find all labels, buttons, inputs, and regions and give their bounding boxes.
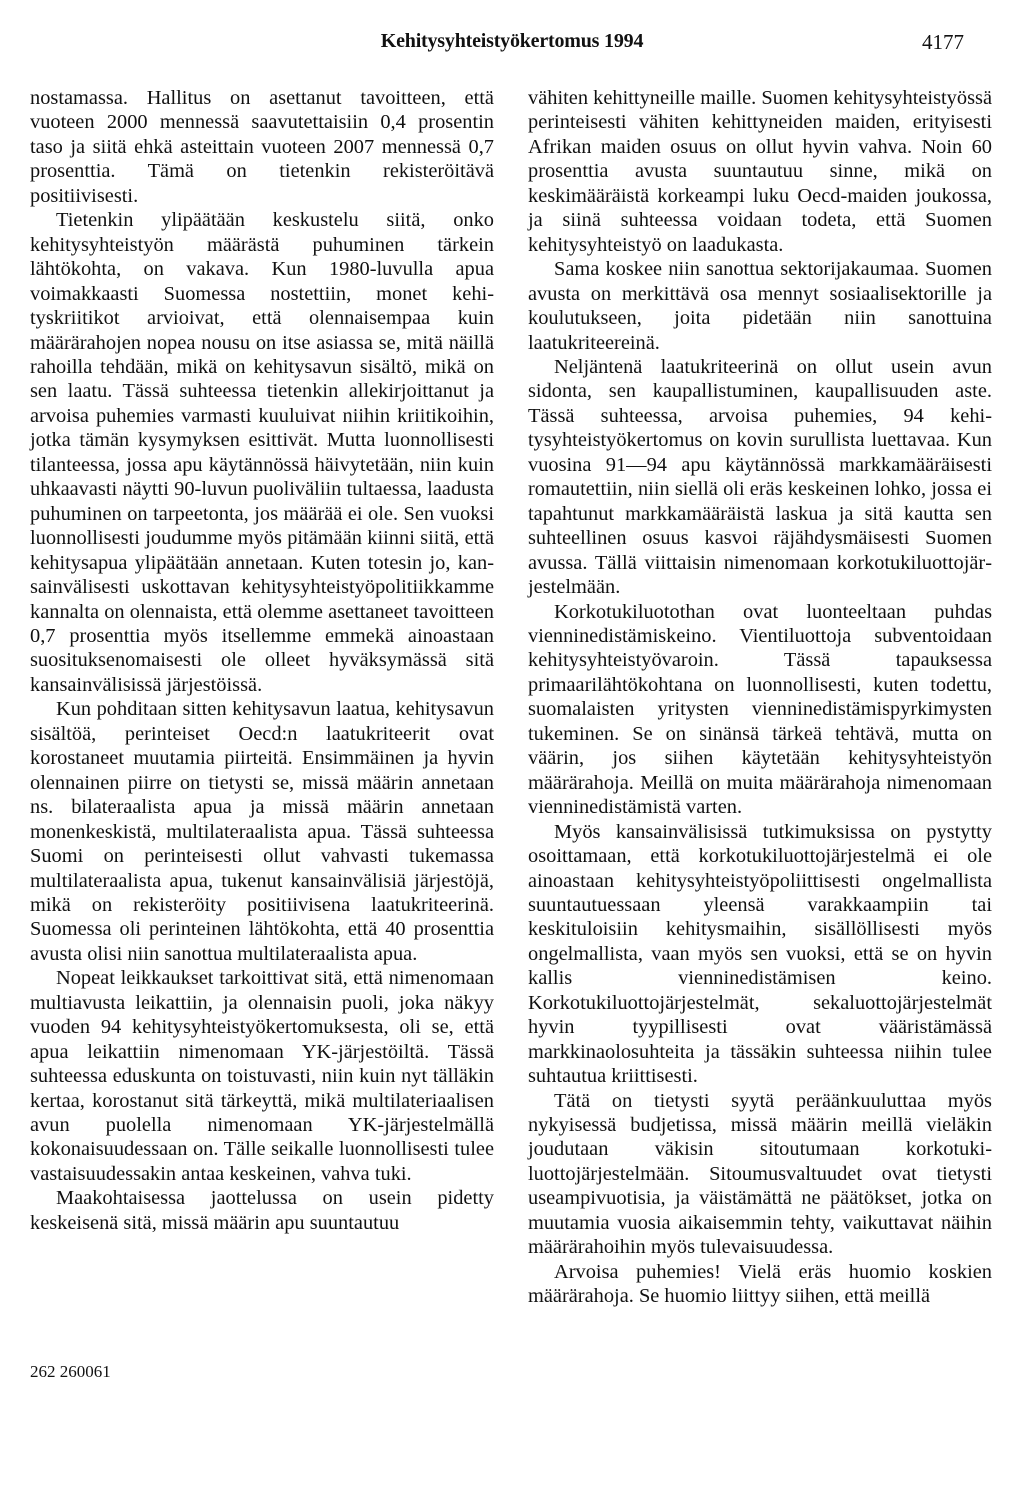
paragraph: Kun pohditaan sitten kehitysavun laatua, kehitysavun sisältöä, perinteiset Oecd:n laatukriteerit ovat korostaneet muutamia piirteitä. Ensimmäinen ja hyvin olennainen piirre on tietysti se, missä määrin annetaan ns. bilateraalista apua ja missä määrin annetaan monenkeskistä, multilateraalista apua. Tässä suhteessa Suomi on perinteisesti ollut vahvasti tukemassa multilateraalista apua, tukenut kansainvälisiä järjestöjä, mikä on rekisteröity positiivisena laatukriteerinä. Suomessa oli perinteinen lähtökohta, että 40 prosenttia avusta olisi niin sanottua multilateraalista apua. xyxy=(30,698,494,965)
left-column xyxy=(30,86,494,1235)
paragraph: Nopeat leikkaukset tarkoittivat sitä, että nimenomaan multiavusta leikattiin, ja olennaisin puoli, joka näkyy vuoden 94 kehitysyhteistyökertomuksesta, oli se, että apua leikattiin nimenomaan YK-järjestöiltä. Tässä suhteessa eduskunta on toistuvasti, niin kuin nyt tälläkin kertaa, korostanut sitä tärkeyttä, mikä multilateriaalisen avun puolella nimenomaan YK-järjestelmällä kokonaisuudessaan on. Tälle seikalle luonnollisesti tulee vastaisuudessakin antaa keskeinen, vahva tuki. xyxy=(30,967,494,1185)
page-number: 4177 xyxy=(922,30,964,54)
paragraph: Myös kansainvälisissä tutkimuksissa on pystytty osoittamaan, että korkotukiluottojärjestelmä ei ole ainoastaan kehitysyhteistyöpoliittisesti ongelmallista suuntautuessaan yleensä varakkaampiin tai keskituloisiin kehitysmaihin, sisällöllisesti myös ongelmallista, vaan myös sen vuoksi, että se on hyvin kallis vienninedistämisen keino. Korkotukiluottojärjestelmät, sekaluottojärjestelmät hyvin tyypillisesti ovat vääristämässä markkinaolosuhteita ja tässäkin suhteessa niihin tulee suhtautua kriittisesti. xyxy=(528,820,992,1088)
print-code: 262 260061 xyxy=(30,1362,111,1381)
paragraph: Arvoisa puhemies! Vielä eräs huomio koskien määrärahoja. Se huomio liittyy siihen, että meillä xyxy=(528,1260,992,1308)
right-column xyxy=(528,86,992,1309)
paragraph: Tietenkin ylipäätään keskustelu siitä, onko kehitysyhteistyön määrästä puhuminen tärkein lähtökohta, on vakava. Kun 1980-luvulla apua voimakkaasti Suomessa nostettiin, monet kehityskriitikot arvioivat, että olennaisempaa kuin määrärahojen nopea nousu on itse asiassa se, mitä näillä rahoilla tehdään, mikä on kehitysavun sisältö, mikä on sen laatu. Tässä suhteessa tietenkin allekirjoittanut ja arvoisa puhemies varmasti kuuluivat niihin kriitikoihin, jotka tämän kysymyksen esittivät. Mutta luonnollisesti tilanteessa, jossa apu käytännössä häivytetään, niin kuin uhkaavasti näytti 90-luvun puoliväliin tultaessa, laadusta puhuminen on tarpeetonta, jos määrää ei ole. Sen vuoksi luonnollisesti joudumme myös pitämään kiinni siitä, että kehitysapua ylipäätään annetaan. Kuten totesin jo, kansainvälisesti uskottavan kehitysyhteistyöpolitiikkamme kannalta on olennaista, että olemme asettaneet tavoitteen 0,7 prosenttia myös itsellemme emmekä ainoastaan suosituksenomaisesti ole olleet hyväksymässä sitä kansainvälisissä järjestöissä. xyxy=(30,209,494,696)
paragraph: Sama koskee niin sanottua sektorijakaumaa. Suomen avusta on merkittävä osa mennyt sosiaalisektorille ja koulutukseen, joita pidetään niin sanottuina laatukriteereinä. xyxy=(528,258,992,354)
paragraph: Maakohtaisessa jaottelussa on usein pidetty keskeisenä sitä, missä määrin apu suuntautuu xyxy=(30,1187,494,1234)
running-title: Kehitysyhteistyökertomus 1994 xyxy=(380,30,644,52)
paragraph: Tätä on tietysti syytä peräänkuuluttaa myös nykyisessä budjetissa, missä määrin meillä vieläkin joudutaan väkisin sitoutumaan korkotukiluottojärjestelmään. Sitoumusvaltuudet ovat tietysti useampivuotisia, ja väistämättä ne päätökset, jotka on muutamia vuosia aikaisemmin tehty, vaikuttavat näihin määrärahoihin myös tulevaisuudessa. xyxy=(528,1089,992,1259)
paragraph: Neljäntenä laatukriteerinä on ollut usein avun sidonta, sen kaupallistuminen, kaupallisuuden aste. Tässä suhteessa, arvoisa puhemies, 94 kehitysyhteistyökertomus on kovin surullista luettavaa. Kun vuosina 91—94 apu käytännössä markkamääräisesti romautettiin, niin siellä oli eräs keskeinen lohko, jossa ei tapahtunut markkamääräistä laskua ja sitä kautta sen suhteellinen osuus kasvoi räjähdysmäisesti Suomen avussa. Tällä viittaisin nimenomaan korkotukiluottojärjestelmään. xyxy=(528,355,992,599)
paragraph: Korkotukiluotothan ovat luonteeltaan puhdas vienninedistämiskeino. Vientiluottoja subventoidaan kehitysyhteistyövaroin. Tässä tapauksessa primaarilähtökohtana on luonnollisesti, kuten todettu, suomalaisten yritysten vienninedistämispyrkimysten tukeminen. Se on sinänsä tärkeä tehtävä, mutta on väärin, jos siihen käytetään kehitysyhteistyön määrärahoja. Meillä on muita määrärahoja nimenomaan vienninedistämistä varten. xyxy=(528,600,992,819)
paragraph: vähiten kehittyneille maille. Suomen kehitysyhteistyössä perinteisesti vähiten kehittyneiden maiden, erityisesti Afrikan maiden osuus on ollut hyvin vahva. Noin 60 prosenttia avusta suuntautuu sinne, mikä on keskimääräistä korkeampi luku Oecd-maiden joukossa, ja siinä suhteessa voidaan todeta, että Suomen kehitysyhteistyö on laadukasta. xyxy=(528,87,992,256)
paragraph: nostamassa. Hallitus on asettanut tavoitteen, että vuoteen 2000 mennessä saavutettaisiin 0,4 prosentin taso ja siitä ehkä asteittain vuoteen 2007 mennessä 0,7 prosenttia. Tämä on tietenkin rekisteröitävä positiivisesti. xyxy=(30,87,494,207)
page-header xyxy=(0,30,1024,60)
